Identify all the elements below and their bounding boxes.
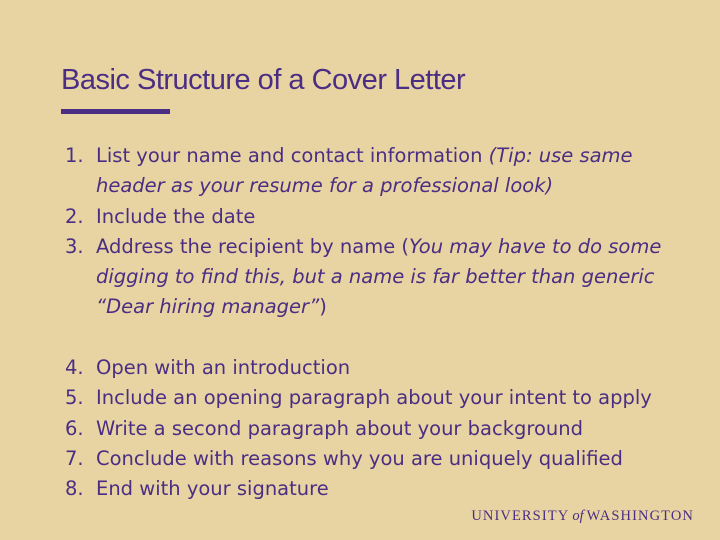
list-item [65, 383, 705, 413]
list-text: Address the recipient by name ( [96, 234, 409, 258]
list-text: Write a second paragraph about your background [96, 416, 583, 440]
list-number: 8. [65, 477, 84, 501]
list-number: 2. [65, 204, 84, 228]
list-item [65, 232, 705, 323]
list-number: 3. [65, 234, 84, 258]
list-number: 5. [65, 386, 84, 410]
list-tip-suffix: ) [319, 295, 327, 319]
list-text: Include an opening paragraph about your intent to apply [96, 386, 652, 410]
logo-washington: WASHINGTON [586, 508, 694, 524]
list-item [65, 202, 705, 232]
list-item [65, 414, 705, 444]
list-tip: (Tip: use same header as your resume for a professional look) [96, 144, 633, 198]
list-text: List your name and contact information [96, 144, 489, 167]
list-text: End with your signature [96, 477, 329, 501]
list-number: 4. [65, 356, 84, 379]
steps-list-1 [65, 141, 705, 323]
list-item [65, 444, 705, 474]
list-number: 6. [65, 416, 84, 440]
logo-university: UNIVERSITY [471, 508, 570, 524]
list-text: Include the date [96, 204, 256, 228]
steps-list-2 [65, 353, 705, 504]
list-item [65, 141, 705, 202]
list-text: Conclude with reasons why you are uniquely qualified [96, 446, 623, 470]
slide-title: Basic Structure of a Cover Letter [61, 64, 466, 96]
title-underline [61, 109, 170, 114]
list-number: 1. [65, 144, 84, 167]
list-item [65, 353, 705, 383]
university-logo [471, 508, 694, 525]
list-number: 7. [65, 446, 84, 470]
list-text: Open with an introduction [96, 356, 351, 379]
list-item [65, 474, 705, 504]
list-tip: You may have to do some digging to find this, but a name is far better than generic “Dear hiring manager” [96, 234, 662, 319]
logo-of: of [572, 508, 584, 524]
